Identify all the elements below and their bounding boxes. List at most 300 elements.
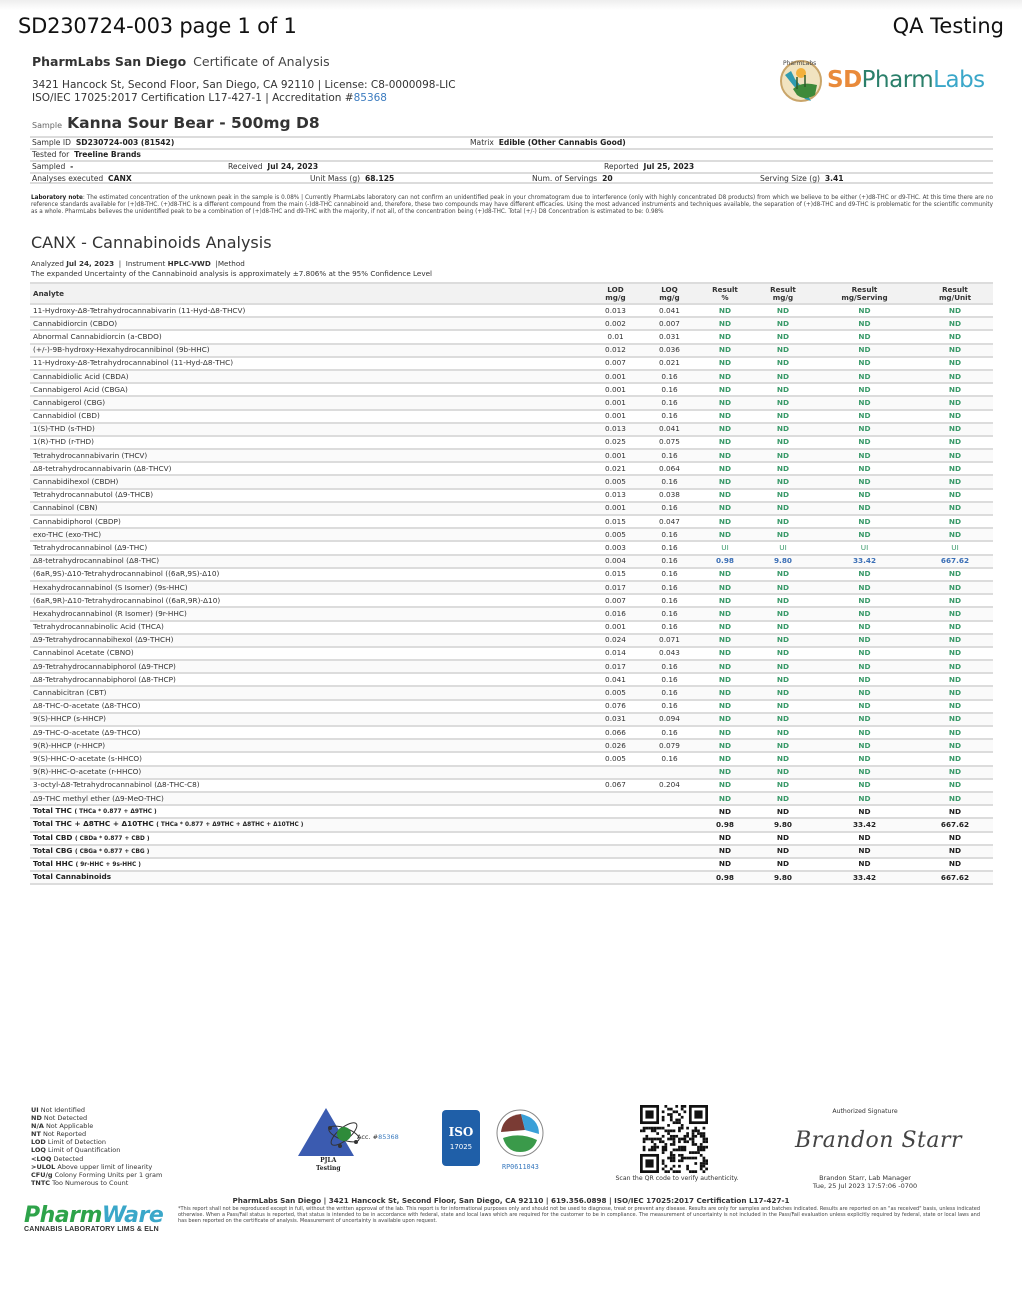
result-pct: ND xyxy=(696,581,754,594)
analyte-name: Tetrahydrocannabinol (Δ9-THC) xyxy=(30,541,588,554)
result-mgg: ND xyxy=(754,489,812,502)
total-mgu: ND xyxy=(917,832,993,845)
result-mgg: ND xyxy=(754,726,812,739)
total-mgs: ND xyxy=(812,858,917,871)
result-mgu: ND xyxy=(917,396,993,409)
lod-value: 0.002 xyxy=(588,317,643,330)
analyte-name: Cannabicitran (CBT) xyxy=(30,686,588,699)
analyte-name: Tetrahydrocannabutol (Δ9-THCB) xyxy=(30,489,588,502)
result-mgu: ND xyxy=(917,647,993,660)
loq-value: 0.16 xyxy=(643,581,696,594)
table-row xyxy=(30,713,993,726)
total-row xyxy=(30,871,993,884)
result-mgs: ND xyxy=(812,660,917,673)
result-mgs: ND xyxy=(812,779,917,792)
result-mgu: ND xyxy=(917,449,993,462)
col-result-mg-serving: Result mg/Serving xyxy=(812,283,917,304)
loq-value: 0.036 xyxy=(643,344,696,357)
result-mgs: ND xyxy=(812,462,917,475)
legend-item: LOQ Limit of Quantification xyxy=(31,1146,121,1155)
analyte-name: 11-Hydroxy-Δ8-Tetrahydrocannabivarin (11-Hyd-Δ8-THCV) xyxy=(30,304,588,317)
result-mgg: ND xyxy=(754,410,812,423)
result-pct: 0.98 xyxy=(696,555,754,568)
loq-value: 0.16 xyxy=(643,555,696,568)
loq-value: 0.16 xyxy=(643,396,696,409)
analyte-name: 9(R)-HHCP (r-HHCP) xyxy=(30,739,588,752)
loq-value: 0.16 xyxy=(643,594,696,607)
table-row xyxy=(30,555,993,568)
dea-registration-number: RP0611043 xyxy=(502,1163,539,1171)
result-mgs: ND xyxy=(812,581,917,594)
loq-value: 0.16 xyxy=(643,660,696,673)
qr-caption: Scan the QR code to verify authenticity. xyxy=(615,1175,739,1182)
result-mgu: ND xyxy=(917,634,993,647)
legend-item: <LOQ Detected xyxy=(31,1154,84,1163)
table-row xyxy=(30,462,993,475)
result-mgu: ND xyxy=(917,489,993,502)
result-mgu: ND xyxy=(917,581,993,594)
result-mgg: ND xyxy=(754,436,812,449)
analyte-name: Cannabinol Acetate (CBNO) xyxy=(30,647,588,660)
info-row-tested-for: Tested for Treeline Brands xyxy=(30,148,993,160)
result-mgg: ND xyxy=(754,528,812,541)
total-mgg: ND xyxy=(754,805,812,818)
total-mgs: ND xyxy=(812,832,917,845)
analyte-name: Δ9-Tetrahydrocannabiphorol (Δ9-THCP) xyxy=(30,660,588,673)
analyte-name: 1(S)-THD (s-THD) xyxy=(30,423,588,436)
legend-item: >ULOL Above upper limit of linearity xyxy=(31,1162,153,1171)
result-mgu: ND xyxy=(917,766,993,779)
analyte-name: Cannabidihexol (CBDH) xyxy=(30,475,588,488)
total-pct: ND xyxy=(696,858,754,871)
lod-value: 0.016 xyxy=(588,607,643,620)
result-mgu: ND xyxy=(917,739,993,752)
legend-item: LOD Limit of Detection xyxy=(31,1138,107,1147)
result-mgg: ND xyxy=(754,634,812,647)
result-pct: ND xyxy=(696,304,754,317)
lod-value: 0.001 xyxy=(588,502,643,515)
total-formula: ( CBDa * 0.877 + CBD ) xyxy=(75,835,150,842)
total-mgg: 9.80 xyxy=(754,871,812,884)
result-mgs: ND xyxy=(812,528,917,541)
total-formula: ( 9r-HHC + 9s-HHC ) xyxy=(75,861,141,868)
logo-ring-text: PharmLabs xyxy=(783,60,817,67)
total-pct: ND xyxy=(696,832,754,845)
result-pct: ND xyxy=(696,752,754,765)
result-mgs: ND xyxy=(812,475,917,488)
table-row xyxy=(30,581,993,594)
result-mgg: ND xyxy=(754,673,812,686)
result-mgs: ND xyxy=(812,357,917,370)
result-mgu: ND xyxy=(917,528,993,541)
table-row xyxy=(30,515,993,528)
loq-value: 0.047 xyxy=(643,515,696,528)
loq-value: 0.075 xyxy=(643,436,696,449)
table-row xyxy=(30,660,993,673)
info-row-sample-id: Sample ID SD230724-003 (81542) Matrix Edible (Other Cannabis Good) xyxy=(30,136,993,148)
loq-value: 0.16 xyxy=(643,673,696,686)
result-mgu: ND xyxy=(917,436,993,449)
table-row xyxy=(30,607,993,620)
info-row-analyses: Analyses executed CANX Unit Mass (g) 68.125 Num. of Servings 20 Serving Size (g) 3.41 xyxy=(30,172,993,184)
loq-value: 0.16 xyxy=(643,621,696,634)
lod-value: 0.076 xyxy=(588,700,643,713)
loq-value: 0.16 xyxy=(643,383,696,396)
lod-value: 0.013 xyxy=(588,304,643,317)
analyte-name: 11-Hydroxy-Δ8-Tetrahydrocannabinol (11-Hyd-Δ8-THC) xyxy=(30,357,588,370)
result-mgs: ND xyxy=(812,686,917,699)
result-mgu: ND xyxy=(917,462,993,475)
uncertainty-statement: The expanded Uncertainty of the Cannabinoid analysis is approximately ±7.806% at the 95% Confidence Level xyxy=(31,268,432,278)
result-pct: ND xyxy=(696,502,754,515)
total-row xyxy=(30,845,993,858)
total-mgg: ND xyxy=(754,845,812,858)
result-pct: ND xyxy=(696,607,754,620)
pjla-label: PJLA Testing xyxy=(316,1157,341,1172)
result-mgs: ND xyxy=(812,317,917,330)
result-mgg: ND xyxy=(754,647,812,660)
total-row xyxy=(30,832,993,845)
analyte-name: Abnormal Cannabidiorcin (a-CBDO) xyxy=(30,330,588,343)
analyte-name: Δ8-Tetrahydrocannabiphorol (Δ8-THCP) xyxy=(30,673,588,686)
loq-value: 0.041 xyxy=(643,423,696,436)
lod-value: 0.024 xyxy=(588,634,643,647)
analyte-name: (6aR,9R)-Δ10-Tetrahydrocannabinol ((6aR,9R)-Δ10) xyxy=(30,594,588,607)
lod-value: 0.001 xyxy=(588,449,643,462)
lod-value: 0.017 xyxy=(588,660,643,673)
result-mgs: ND xyxy=(812,752,917,765)
result-pct: ND xyxy=(696,423,754,436)
analyte-name: 9(S)-HHC-O-acetate (s-HHCO) xyxy=(30,752,588,765)
result-mgs: ND xyxy=(812,344,917,357)
result-pct: ND xyxy=(696,568,754,581)
result-mgu: ND xyxy=(917,304,993,317)
result-mgu: ND xyxy=(917,621,993,634)
loq-value: 0.041 xyxy=(643,304,696,317)
lod-value: 0.067 xyxy=(588,779,643,792)
result-mgs: ND xyxy=(812,304,917,317)
laboratory-note: Laboratory note: The estimated concentration of the unknown peak in the sample is 0.08% | Currently PharmLabs laboratory can not confirm an unidentified peak in your chromatogram due to interference (only with highly concentrated D8 products) from which we believe to be either (+)d8-THC or d9-THC. At this time there are no reference standards available for (+)d8-THC. (+)d8-THC is a different compound from the main (-)d8-THC cannabinoid and, therefore, these two compounds may have different efficacies. Using the most advanced instruments and techniques available, the separation of (+)d8-THC and d9-THC is problematic for the scientific community as a whole. PharmLabs believes the unidentified peak to be a combination of (+)d8-THC and d9-THC with the majority, if not all, of the concentration being (+)d8-THC. Total (+/-) D8 Concentration is estimated to be: 0.98% xyxy=(31,195,993,215)
result-mgu: ND xyxy=(917,792,993,805)
result-mgu: ND xyxy=(917,660,993,673)
result-mgu: ND xyxy=(917,700,993,713)
result-pct: ND xyxy=(696,634,754,647)
col-analyte: Analyte xyxy=(30,283,588,304)
legend-item: UI Not Identified xyxy=(31,1106,85,1114)
loq-value: 0.094 xyxy=(643,713,696,726)
loq-value: 0.16 xyxy=(643,502,696,515)
analyte-name: Hexahydrocannabinol (R Isomer) (9r-HHC) xyxy=(30,607,588,620)
total-pct: 0.98 xyxy=(696,818,754,831)
section-title: CANX - Cannabinoids Analysis xyxy=(31,233,272,252)
footer-disclaimer: *This report shall not be reproduced except in full, without the written approval of the lab. This report is for informational purposes only and should not be used to diagnose, treat or prevent any disease. Results are only for samples and batches indicated. Results are reported on an "as received" basis, unless indicated otherwise. When a Pass/Fail status is reported, that status is intended to be in accordance with federal, state and local laws which are required for the customer to be in compliance. The measurement of uncertainty is not included in the Pass/Fail evaluation unless explicitly required by federal, state or local laws and has been reported on the certificate of analysis. Measurement of uncertainty is available upon request. xyxy=(178,1206,980,1224)
certification-line: ISO/IEC 17025:2017 Certification L17-427-1 | Accreditation #85368 xyxy=(32,91,387,104)
table-row xyxy=(30,344,993,357)
result-mgu: UI xyxy=(917,541,993,554)
result-mgg: ND xyxy=(754,766,812,779)
loq-value: 0.16 xyxy=(643,370,696,383)
result-mgs: 33.42 xyxy=(812,555,917,568)
analyte-name: exo-THC (exo-THC) xyxy=(30,528,588,541)
analyte-name: (+/-)-9B-hydroxy-Hexahydrocannibinol (9b-HHC) xyxy=(30,344,588,357)
result-mgs: ND xyxy=(812,594,917,607)
total-formula: ( THCa * 0.877 + Δ9THC + Δ8THC + Δ10THC ) xyxy=(156,822,304,829)
result-mgs: ND xyxy=(812,396,917,409)
legend-item: ND Not Detected xyxy=(31,1114,88,1123)
total-row xyxy=(30,858,993,871)
result-mgg: ND xyxy=(754,621,812,634)
lod-value: 0.005 xyxy=(588,752,643,765)
sample-info-table xyxy=(30,136,993,184)
dea-seal-icon xyxy=(495,1108,545,1158)
table-row xyxy=(30,475,993,488)
analyte-name: Cannabigerol (CBG) xyxy=(30,396,588,409)
matrix: Matrix Edible (Other Cannabis Good) xyxy=(470,138,626,147)
result-mgg: ND xyxy=(754,594,812,607)
result-mgu: ND xyxy=(917,752,993,765)
analyte-name: Cannabinol (CBN) xyxy=(30,502,588,515)
result-mgg: ND xyxy=(754,462,812,475)
result-pct: ND xyxy=(696,344,754,357)
result-mgu: ND xyxy=(917,515,993,528)
result-pct: ND xyxy=(696,436,754,449)
result-mgs: ND xyxy=(812,515,917,528)
legend-item: CFU/g Colony Forming Units per 1 gram xyxy=(31,1170,163,1179)
total-mgg: 9.80 xyxy=(754,818,812,831)
total-name: Total THC ( THCa * 0.877 + Δ9THC ) xyxy=(30,805,588,818)
analyte-name: Tetrahydrocannabinolic Acid (THCA) xyxy=(30,621,588,634)
lod-value: 0.001 xyxy=(588,383,643,396)
table-row xyxy=(30,752,993,765)
result-pct: ND xyxy=(696,489,754,502)
analyte-name: Cannabidiolic Acid (CBDA) xyxy=(30,370,588,383)
result-pct: ND xyxy=(696,766,754,779)
sample-title xyxy=(32,113,320,132)
total-mgu: 667.62 xyxy=(917,818,993,831)
result-pct: ND xyxy=(696,357,754,370)
sample-label: Sample xyxy=(32,121,62,130)
qr-code-icon[interactable] xyxy=(640,1105,708,1173)
result-pct: ND xyxy=(696,475,754,488)
client-name: Treeline Brands xyxy=(74,150,141,159)
lod-value: 0.004 xyxy=(588,555,643,568)
result-mgu: ND xyxy=(917,607,993,620)
result-mgu: ND xyxy=(917,330,993,343)
table-row xyxy=(30,621,993,634)
table-row xyxy=(30,370,993,383)
result-mgs: ND xyxy=(812,410,917,423)
address-line: 3421 Hancock St, Second Floor, San Diego, CA 92110 | License: C8-0000098-LIC xyxy=(32,79,456,91)
loq-value: 0.16 xyxy=(643,541,696,554)
lod-value: 0.001 xyxy=(588,396,643,409)
result-mgg: ND xyxy=(754,700,812,713)
total-mgu: 667.62 xyxy=(917,871,993,884)
table-row xyxy=(30,502,993,515)
table-row xyxy=(30,528,993,541)
result-mgs: ND xyxy=(812,370,917,383)
result-mgs: UI xyxy=(812,541,917,554)
result-mgg: ND xyxy=(754,449,812,462)
result-mgg: ND xyxy=(754,752,812,765)
sample-id: SD230724-003 (81542) xyxy=(75,138,175,147)
result-mgu: 667.62 xyxy=(917,555,993,568)
loq-value: 0.16 xyxy=(643,568,696,581)
analyte-name: Δ8-tetrahydrocannabinol (Δ8-THC) xyxy=(30,555,588,568)
table-row xyxy=(30,423,993,436)
lod-value: 0.013 xyxy=(588,489,643,502)
result-pct: ND xyxy=(696,726,754,739)
lod-value: 0.003 xyxy=(588,541,643,554)
table-row xyxy=(30,766,993,779)
result-mgu: ND xyxy=(917,673,993,686)
abbreviation-legend xyxy=(31,1106,162,1187)
result-mgu: ND xyxy=(917,779,993,792)
loq-value: 0.16 xyxy=(643,726,696,739)
num-servings: Num. of Servings 20 xyxy=(532,174,613,183)
serving-size: Serving Size (g) 3.41 xyxy=(760,174,844,183)
result-mgg: ND xyxy=(754,383,812,396)
analyte-name: Cannabidiol (CBD) xyxy=(30,410,588,423)
table-row xyxy=(30,779,993,792)
sample-name: Kanna Sour Bear - 500mg D8 xyxy=(67,114,320,132)
result-mgs: ND xyxy=(812,436,917,449)
result-pct: ND xyxy=(696,528,754,541)
result-mgg: ND xyxy=(754,423,812,436)
received-date: Received Jul 24, 2023 xyxy=(228,162,319,171)
loq-value: 0.021 xyxy=(643,357,696,370)
result-mgu: ND xyxy=(917,370,993,383)
info-row-dates: Sampled - Received Jul 24, 2023 Reported Jul 25, 2023 xyxy=(30,160,993,172)
legend-item: TNTC Too Numerous to Count xyxy=(31,1178,129,1187)
result-mgg: ND xyxy=(754,792,812,805)
result-pct: ND xyxy=(696,713,754,726)
table-row xyxy=(30,792,993,805)
result-mgs: ND xyxy=(812,568,917,581)
lod-value: 0.001 xyxy=(588,621,643,634)
pjla-accreditation: Acc. #85368 xyxy=(357,1133,399,1141)
result-mgs: ND xyxy=(812,739,917,752)
legend-item: N/A Not Applicable xyxy=(31,1122,94,1131)
result-mgg: ND xyxy=(754,713,812,726)
result-mgg: ND xyxy=(754,304,812,317)
result-mgu: ND xyxy=(917,410,993,423)
result-pct: ND xyxy=(696,396,754,409)
table-row xyxy=(30,673,993,686)
result-pct: ND xyxy=(696,673,754,686)
document-type: Certificate of Analysis xyxy=(193,54,330,69)
result-mgg: ND xyxy=(754,581,812,594)
col-lod: LOD mg/g xyxy=(588,283,643,304)
table-row xyxy=(30,647,993,660)
loq-value xyxy=(643,792,696,805)
loq-value: 0.16 xyxy=(643,700,696,713)
loq-value: 0.16 xyxy=(643,449,696,462)
result-mgs: ND xyxy=(812,449,917,462)
accreditation-link[interactable]: 85368 xyxy=(353,91,387,104)
loq-value: 0.031 xyxy=(643,330,696,343)
analyte-name: Δ9-THC methyl ether (Δ9-MeO-THC) xyxy=(30,792,588,805)
handwritten-signature: Brandon Starr xyxy=(795,1128,963,1153)
result-mgg: UI xyxy=(754,541,812,554)
total-mgs: ND xyxy=(812,805,917,818)
total-mgs: 33.42 xyxy=(812,871,917,884)
result-mgs: ND xyxy=(812,792,917,805)
lod-value: 0.007 xyxy=(588,357,643,370)
result-mgu: ND xyxy=(917,502,993,515)
result-mgs: ND xyxy=(812,726,917,739)
result-pct: ND xyxy=(696,330,754,343)
result-mgu: ND xyxy=(917,713,993,726)
loq-value: 0.16 xyxy=(643,410,696,423)
result-mgs: ND xyxy=(812,489,917,502)
iso-17025-badge: ISO 17025 xyxy=(442,1110,480,1166)
table-row xyxy=(30,304,993,317)
result-pct: ND xyxy=(696,686,754,699)
analyte-name: Cannabidiorcin (CBDO) xyxy=(30,317,588,330)
lod-value: 0.001 xyxy=(588,370,643,383)
loq-value: 0.079 xyxy=(643,739,696,752)
lod-value: 0.005 xyxy=(588,475,643,488)
result-mgg: 9.80 xyxy=(754,555,812,568)
document-title: SD230724-003 page 1 of 1 xyxy=(18,14,297,38)
result-mgg: ND xyxy=(754,370,812,383)
lod-value: 0.007 xyxy=(588,594,643,607)
result-mgg: ND xyxy=(754,475,812,488)
result-mgu: ND xyxy=(917,726,993,739)
result-mgg: ND xyxy=(754,779,812,792)
result-mgg: ND xyxy=(754,607,812,620)
lod-value: 0.025 xyxy=(588,436,643,449)
analyte-name: 1(R)-THD (r-THD) xyxy=(30,436,588,449)
result-pct: ND xyxy=(696,462,754,475)
result-pct: ND xyxy=(696,660,754,673)
lod-value: 0.005 xyxy=(588,686,643,699)
result-mgs: ND xyxy=(812,634,917,647)
analyte-name: Hexahydrocannabinol (S Isomer) (9s-HHC) xyxy=(30,581,588,594)
table-row xyxy=(30,449,993,462)
lod-value: 0.026 xyxy=(588,739,643,752)
lab-header xyxy=(32,54,330,69)
result-pct: ND xyxy=(696,317,754,330)
table-row xyxy=(30,357,993,370)
cannabinoids-results-table xyxy=(30,282,993,885)
result-mgs: ND xyxy=(812,647,917,660)
lod-value xyxy=(588,792,643,805)
total-mgs: ND xyxy=(812,845,917,858)
lod-value: 0.015 xyxy=(588,515,643,528)
total-mgu: ND xyxy=(917,858,993,871)
result-pct: ND xyxy=(696,739,754,752)
table-row xyxy=(30,568,993,581)
total-mgu: ND xyxy=(917,845,993,858)
result-pct: ND xyxy=(696,700,754,713)
result-mgg: ND xyxy=(754,396,812,409)
result-mgg: ND xyxy=(754,739,812,752)
legend-item: NT Not Reported xyxy=(31,1130,87,1139)
result-mgu: ND xyxy=(917,317,993,330)
col-loq: LOQ mg/g xyxy=(643,283,696,304)
lod-value: 0.015 xyxy=(588,568,643,581)
loq-value: 0.16 xyxy=(643,528,696,541)
table-row xyxy=(30,383,993,396)
result-mgu: ND xyxy=(917,686,993,699)
lod-value: 0.014 xyxy=(588,647,643,660)
result-pct: ND xyxy=(696,647,754,660)
analyte-name: 3-octyl-Δ8-Tetrahydrocannabinol (Δ8-THC-C8) xyxy=(30,779,588,792)
total-name: Total THC + Δ8THC + Δ10THC ( THCa * 0.877 + Δ9THC + Δ8THC + Δ10THC ) xyxy=(30,818,588,831)
result-mgu: ND xyxy=(917,475,993,488)
result-mgs: ND xyxy=(812,621,917,634)
